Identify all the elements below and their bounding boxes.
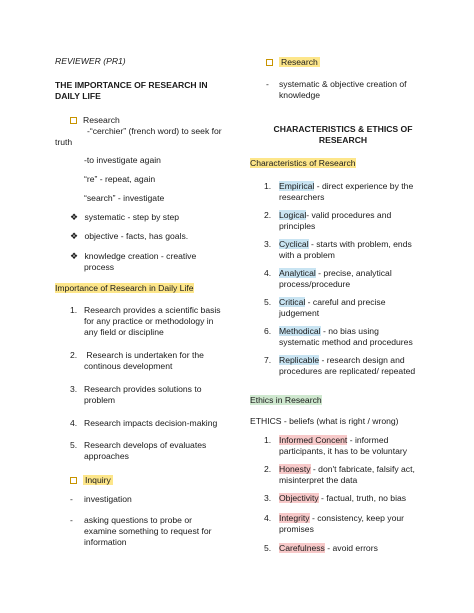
right-research-item: [266, 57, 320, 68]
right-research-definition-line2: knowledge: [279, 90, 321, 100]
importance-item-line: Research impacts decision-making: [84, 418, 218, 428]
ethics-item: Honesty - don't fabricate, falsify act,: [279, 464, 415, 474]
ethics-heading: Ethics in Research: [250, 395, 322, 405]
inquiry-item: [70, 475, 113, 486]
characteristic-line2: procedures are replicated/ repeated: [279, 366, 416, 376]
ethics-term: Objectivity: [279, 493, 319, 503]
ethics-num: 4.: [264, 513, 272, 523]
ethics-num: 1.: [264, 435, 272, 445]
inquiry-line: examine something to request for: [84, 526, 212, 536]
characteristic-num: 4.: [264, 268, 272, 278]
characteristics-heading: Characteristics of Research: [250, 158, 356, 168]
inquiry-label: Inquiry: [85, 475, 111, 485]
characteristic-num: 5.: [264, 297, 272, 307]
right-research-dash: -: [266, 79, 269, 89]
characteristic-item: Empirical - direct experience by the: [279, 181, 414, 191]
ethics-line2: promises: [279, 524, 314, 534]
diamond-item-knowledge: ❖ knowledge creation - creative: [70, 251, 197, 262]
research-definition-line1: -“cerchier” (french word) to seek for: [87, 126, 222, 136]
characteristic-term: Empirical: [279, 181, 315, 191]
characteristic-item: Replicable - research design and: [279, 355, 405, 365]
importance-item-num: 4.: [70, 418, 78, 428]
ethics-num: 5.: [264, 543, 272, 553]
ethics-item: Carefulness - avoid errors: [279, 543, 378, 553]
re-text: “re” - repeat, again: [84, 174, 156, 184]
characteristic-term: Replicable: [279, 355, 320, 365]
checkbox-icon: [266, 59, 273, 66]
section-heading-importance-line1: THE IMPORTANCE OF RESEARCH IN: [55, 80, 208, 90]
ethics-term: Informed Concent: [279, 435, 348, 445]
characteristic-term: Analytical: [279, 268, 316, 278]
importance-item-line: problem: [84, 395, 116, 405]
characteristic-term: Logical: [279, 210, 307, 220]
search-text: “search” - investigate: [84, 193, 165, 203]
diamond-item-knowledge-line2: process: [84, 262, 115, 272]
characteristic-item: Logical- valid procedures and: [279, 210, 392, 220]
checkbox-icon: [70, 117, 77, 124]
section-heading-characteristics-line2: RESEARCH: [318, 135, 368, 145]
characteristic-item: Cyclical - starts with problem, ends: [279, 239, 412, 249]
checkbox-icon: [70, 477, 77, 484]
section-heading-importance-line2: DAILY LIFE: [55, 91, 101, 101]
diamond-item-systematic: ❖ systematic - step by step: [70, 212, 180, 223]
characteristic-line2: process/procedure: [279, 279, 351, 289]
diamond-bullet-icon: ❖: [70, 232, 79, 242]
importance-item-line: Research provides solutions to: [84, 384, 202, 394]
document-title: REVIEWER (PR1): [55, 56, 126, 66]
importance-item-line: Research is undertaken for the: [84, 350, 204, 360]
characteristic-term: Cyclical: [279, 239, 309, 249]
importance-item-line: for any practice or methodology in: [84, 316, 214, 326]
characteristic-num: 3.: [264, 239, 272, 249]
importance-item-num: 2.: [70, 350, 78, 360]
importance-item-num: 3.: [70, 384, 78, 394]
diamond-item-objective: ❖ objective - facts, has goals.: [70, 231, 189, 242]
characteristic-term: Critical: [279, 297, 306, 307]
characteristic-item: Analytical - precise, analytical: [279, 268, 392, 278]
importance-item-line: Research develops of evaluates: [84, 440, 207, 450]
section-heading-characteristics-line1: CHARACTERISTICS & ETHICS OF: [273, 124, 413, 134]
inquiry-line: asking questions to probe or: [84, 515, 192, 525]
characteristic-line2: systematic method and procedures: [279, 337, 413, 347]
characteristic-num: 1.: [264, 181, 272, 191]
inquiry-dash: -: [70, 515, 73, 525]
right-research-definition-line1: systematic & objective creation of: [279, 79, 407, 89]
characteristic-num: 6.: [264, 326, 272, 336]
right-research-label: Research: [281, 57, 318, 67]
ethics-definition: ETHICS - beliefs (what is right / wrong): [250, 416, 399, 426]
characteristic-num: 7.: [264, 355, 272, 365]
importance-item-line: approaches: [84, 451, 129, 461]
investigate-text: -to investigate again: [84, 155, 161, 165]
inquiry-line: investigation: [84, 494, 132, 504]
ethics-line2: participants, it has to be voluntary: [279, 446, 408, 456]
characteristic-line2: principles: [279, 221, 316, 231]
characteristic-item: Methodical - no bias using: [279, 326, 379, 336]
characteristic-line2: researchers: [279, 192, 325, 202]
characteristic-num: 2.: [264, 210, 272, 220]
importance-item-num: 1.: [70, 305, 78, 315]
importance-item-line: any field or discipline: [84, 327, 164, 337]
research-item: [70, 115, 120, 126]
ethics-term: Honesty: [279, 464, 311, 474]
research-definition-line2: truth: [55, 137, 73, 147]
characteristic-line2: judgement: [279, 308, 320, 318]
importance-heading: Importance of Research in Daily Life: [55, 283, 194, 293]
ethics-num: 2.: [264, 464, 272, 474]
ethics-line2: misinterpret the data: [279, 475, 358, 485]
importance-item-line: continous development: [84, 361, 173, 371]
ethics-term: Carefulness: [279, 543, 325, 553]
research-label: Research: [83, 115, 120, 125]
ethics-item: Informed Concent - informed: [279, 435, 389, 445]
importance-item-line: Research provides a scientific basis: [84, 305, 221, 315]
inquiry-dash: -: [70, 494, 73, 504]
ethics-item: Integrity - consistency, keep your: [279, 513, 404, 523]
characteristic-line2: with a problem: [279, 250, 335, 260]
ethics-term: Integrity: [279, 513, 310, 523]
importance-item-num: 5.: [70, 440, 78, 450]
characteristic-item: Critical - careful and precise: [279, 297, 386, 307]
ethics-item: Objectivity - factual, truth, no bias: [279, 493, 407, 503]
diamond-bullet-icon: ❖: [70, 252, 79, 262]
inquiry-line: information: [84, 537, 127, 547]
diamond-bullet-icon: ❖: [70, 213, 79, 223]
characteristic-term: Methodical: [279, 326, 321, 336]
ethics-num: 3.: [264, 493, 272, 503]
